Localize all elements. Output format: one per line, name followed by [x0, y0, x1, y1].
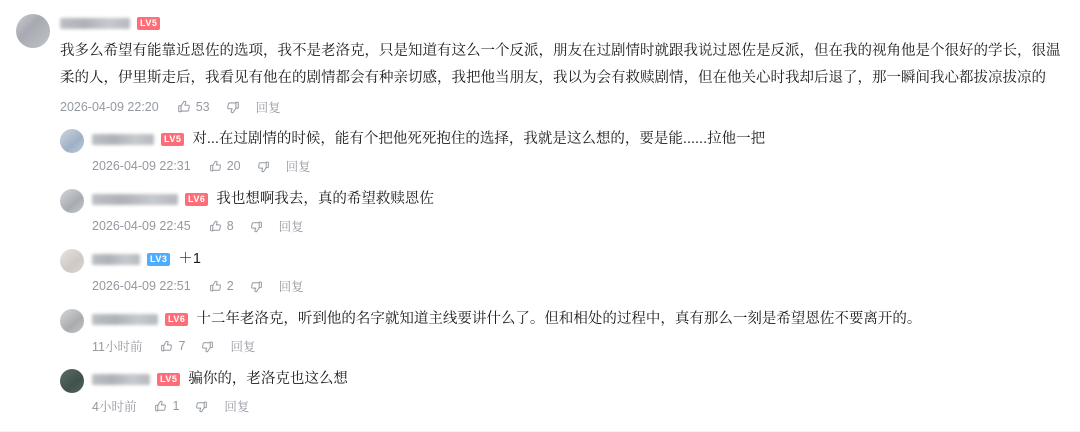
- timestamp: 2026-04-09 22:45: [92, 219, 191, 233]
- like-button[interactable]: [177, 100, 210, 114]
- reply-header-line: [92, 188, 1064, 210]
- like-count: 8: [226, 219, 234, 233]
- thumbs-up-icon: [209, 220, 222, 233]
- root-comment: [16, 14, 1064, 116]
- reply-button[interactable]: 回复: [224, 400, 250, 414]
- reply-body: [92, 368, 1064, 415]
- avatar[interactable]: [16, 14, 50, 48]
- reply-meta: [92, 157, 1064, 175]
- reply-button[interactable]: 回复: [278, 220, 304, 234]
- comment-text: 我多么希望有能靠近恩佐的选项，我不是老洛克，只是知道有这么一个反派，朋友在过剧情时就跟我说过恩佐是反派，但在我的视角他是个很好的学长，很温柔的人，伊里斯走后，我看见有他在的剧情都会有种亲切感，我把他当朋友，我以为会有救赎剧情，但在他关心时我却后退了，那一瞬间我心都拔凉拔凉的: [60, 43, 1061, 86]
- dislike-button[interactable]: [201, 340, 214, 353]
- avatar[interactable]: [60, 249, 84, 273]
- root-comment-body: [60, 14, 1064, 116]
- avatar[interactable]: [60, 369, 84, 393]
- username[interactable]: [92, 374, 150, 385]
- avatar[interactable]: [60, 189, 84, 213]
- thumbs-up-icon: [154, 400, 167, 413]
- comment-text: 十二年老洛克，听到他的名字就知道主线要讲什么了。但和相处的过程中，真有那么一刻是希望恩佐不要离开的。: [196, 311, 922, 327]
- timestamp: 4小时前: [92, 400, 137, 414]
- dislike-button[interactable]: [257, 160, 270, 173]
- dislike-button[interactable]: [250, 220, 263, 233]
- comment-text: 我也想啊我去，真的希望救赎恩佐: [216, 191, 434, 207]
- reply-header-line: [92, 248, 1064, 270]
- thumbs-up-icon: [160, 340, 173, 353]
- like-button[interactable]: [209, 219, 234, 233]
- like-button[interactable]: [160, 339, 185, 353]
- reply-body: [92, 308, 1064, 355]
- reply-list: [60, 128, 1064, 415]
- list-item: [60, 368, 1064, 415]
- timestamp: 2026-04-09 22:20: [60, 100, 159, 114]
- like-count: 7: [178, 339, 186, 353]
- level-badge: LV5: [161, 133, 184, 146]
- thumbs-up-icon: [209, 280, 222, 293]
- reply-body: [92, 188, 1064, 235]
- thumbs-down-icon: [226, 100, 240, 114]
- thumbs-down-icon: [195, 400, 208, 413]
- thumbs-down-icon: [250, 280, 263, 293]
- list-item: [60, 308, 1064, 355]
- thumbs-up-icon: [209, 160, 222, 173]
- list-item: [60, 128, 1064, 175]
- reply-button[interactable]: 回复: [255, 101, 281, 115]
- reply-meta: [92, 397, 1064, 415]
- reply-header-line: [92, 308, 1064, 330]
- reply-button[interactable]: 回复: [278, 280, 304, 294]
- username[interactable]: [92, 254, 140, 265]
- timestamp: 11小时前: [92, 340, 143, 354]
- like-count: 20: [226, 159, 241, 173]
- timestamp: 2026-04-09 22:31: [92, 159, 191, 173]
- thumbs-down-icon: [250, 220, 263, 233]
- comment-text: ＋1: [178, 251, 201, 267]
- username[interactable]: [60, 18, 130, 29]
- reply-header-line: [92, 368, 1064, 390]
- thumbs-down-icon: [257, 160, 270, 173]
- reply-meta: [92, 217, 1064, 235]
- dislike-button[interactable]: [195, 400, 208, 413]
- list-item: [60, 248, 1064, 295]
- like-count: 1: [172, 399, 180, 413]
- like-button[interactable]: [209, 159, 241, 173]
- reply-meta: [92, 277, 1064, 295]
- level-badge: LV5: [137, 17, 160, 30]
- avatar[interactable]: [60, 129, 84, 153]
- root-comment-user-line: [60, 14, 1064, 32]
- reply-body: [92, 248, 1064, 295]
- reply-header-line: [92, 128, 1064, 150]
- level-badge: LV3: [147, 253, 170, 266]
- like-count: 53: [195, 100, 210, 114]
- like-button[interactable]: [154, 399, 179, 413]
- reply-body: [92, 128, 1064, 175]
- reply-button[interactable]: 回复: [285, 160, 311, 174]
- like-button[interactable]: [209, 279, 234, 293]
- username[interactable]: [92, 314, 158, 325]
- comment-text: 对...在过剧情的时候，能有个把他死死抱住的选择，我就是这么想的，要是能......拉他一把: [192, 131, 766, 147]
- dislike-button[interactable]: [226, 100, 240, 114]
- reply-meta: [92, 337, 1064, 355]
- dislike-button[interactable]: [250, 280, 263, 293]
- timestamp: 2026-04-09 22:51: [92, 279, 191, 293]
- level-badge: LV5: [157, 373, 180, 386]
- thumbs-up-icon: [177, 100, 191, 114]
- comment-text: 骗你的，老洛克也这么想: [188, 371, 348, 387]
- avatar[interactable]: [60, 309, 84, 333]
- reply-button[interactable]: 回复: [230, 340, 256, 354]
- username[interactable]: [92, 134, 154, 145]
- level-badge: LV6: [165, 313, 188, 326]
- level-badge: LV6: [185, 193, 208, 206]
- thumbs-down-icon: [201, 340, 214, 353]
- root-comment-meta: [60, 98, 1064, 116]
- username[interactable]: [92, 194, 178, 205]
- list-item: [60, 188, 1064, 235]
- like-count: 2: [226, 279, 234, 293]
